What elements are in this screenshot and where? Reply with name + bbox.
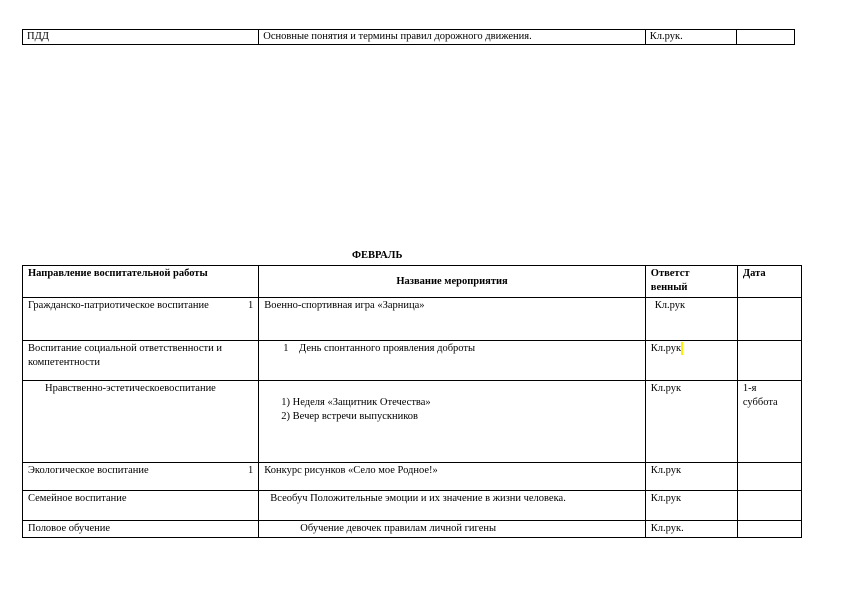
event-number: 1 <box>283 343 289 354</box>
cell-event <box>259 341 645 381</box>
header-event <box>259 266 645 298</box>
event-line-1: 1) Неделя «Защитник Отечества» <box>281 397 431 408</box>
direction-label: Экологическое воспитание <box>28 465 149 476</box>
cell-direction <box>23 298 259 341</box>
cell-date <box>736 30 794 45</box>
responsible-label: Кл.рук <box>654 300 686 311</box>
text-cursor-highlight <box>681 342 683 355</box>
cell-event <box>259 381 645 463</box>
cell-event: Основные понятия и термины правил дорожного движения. <box>259 30 646 45</box>
table-row <box>23 30 795 45</box>
event-line-2: 2) Вечер встречи выпускников <box>281 411 418 422</box>
event-label: Всеобуч Положительные эмоции и их значение в жизни человека. <box>270 493 566 504</box>
header-date: Дата <box>737 266 801 298</box>
top-table <box>22 29 795 45</box>
cell-direction: Половое обучение <box>23 521 259 538</box>
cell-direction <box>23 463 259 491</box>
table-row <box>23 341 802 381</box>
february-table <box>22 265 802 538</box>
header-direction: Направление воспитательной работы <box>23 266 259 298</box>
header-row <box>23 266 802 298</box>
cell-direction: Воспитание социальной ответственности и компетентности <box>23 341 259 381</box>
cell-date <box>737 381 801 463</box>
cell-responsible: Кл.рук <box>645 381 737 463</box>
table-row <box>23 381 802 463</box>
table-row <box>23 298 802 341</box>
direction-label: Гражданско-патриотическое воспитание <box>28 300 209 311</box>
cell-responsible: Кл.рук <box>645 491 737 521</box>
month-title: ФЕВРАЛЬ <box>352 250 403 261</box>
cell-date <box>737 521 801 538</box>
table-row <box>23 491 802 521</box>
header-responsible <box>645 266 737 298</box>
cell-direction: ПДД <box>23 30 259 45</box>
header-responsible-l1: Ответст <box>650 268 690 279</box>
direction-label: Нравственно-эстетическоевоспитание <box>45 383 216 394</box>
row-number: 1 <box>248 465 254 476</box>
table-row <box>23 463 802 491</box>
cell-responsible <box>645 341 737 381</box>
header-event-label: Название мероприятия <box>396 275 508 287</box>
cell-event: Конкурс рисунков «Село мое Родное!» <box>259 463 645 491</box>
cell-responsible: Кл.рук. <box>645 30 736 45</box>
cell-direction: Семейное воспитание <box>23 491 259 521</box>
cell-responsible: Кл.рук <box>645 463 737 491</box>
cell-date <box>737 463 801 491</box>
event-label: Обучение девочек правилам личной гигены <box>300 523 497 534</box>
header-responsible-l2: венный <box>650 282 688 293</box>
date-line-2: суббота <box>742 397 778 408</box>
cell-responsible <box>645 298 737 341</box>
row-number: 1 <box>248 300 254 311</box>
cell-date <box>737 298 801 341</box>
cell-event <box>259 521 645 538</box>
cell-event: Военно-спортивная игра «Зарница» <box>259 298 645 341</box>
cell-event <box>259 491 645 521</box>
cell-date <box>737 341 801 381</box>
cell-responsible: Кл.рук. <box>645 521 737 538</box>
cell-date <box>737 491 801 521</box>
responsible-label: Кл.рук <box>650 343 682 354</box>
date-line-1: 1-я <box>742 383 757 394</box>
table-row <box>23 521 802 538</box>
cell-direction <box>23 381 259 463</box>
event-label: День спонтанного проявления доброты <box>299 343 476 354</box>
